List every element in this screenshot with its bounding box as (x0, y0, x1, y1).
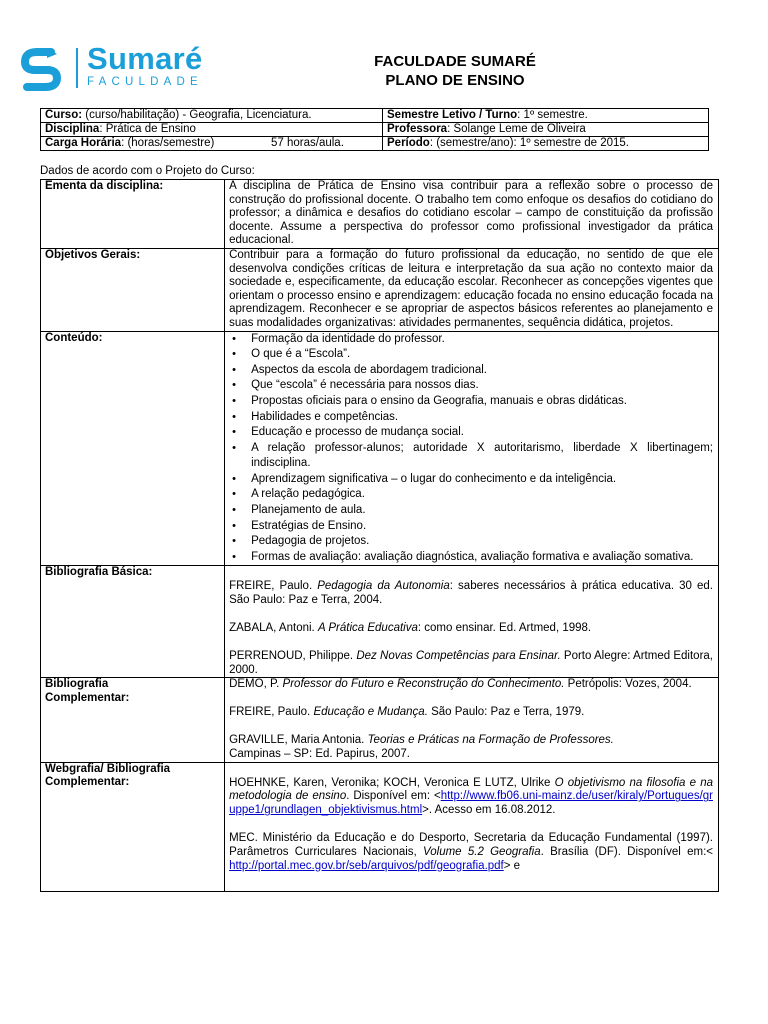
info-row (41, 123, 709, 137)
dados-note: Dados de acordo com o Projeto do Curso: (40, 165, 255, 177)
logo-divider (76, 48, 78, 88)
carga-horaria-cell: Carga Horária: (horas/semestre) 57 horas/aula. (41, 137, 383, 151)
curso-cell: Curso: (curso/habilitação) - Geografia, Licenciatura. (41, 109, 383, 123)
reference: FREIRE, Paulo. Pedagogia da Autonomia: saberes necessários à prática educativa. 30 ed. São Paulo: Paz e Terra, 2004. (229, 580, 713, 607)
objetivos-label: Objetivos Gerais: (41, 248, 225, 331)
disciplina-cell: Disciplina: Prática de Ensino (41, 123, 383, 137)
sumare-s-logo-icon (17, 44, 67, 94)
bibliografia-basica-cell (225, 566, 719, 678)
reference: HOEHNKE, Karen, Veronika; KOCH, Veronica E LUTZ, Ulrike O objetivismo na filosofia e na metodologia de ensino. Disponível em: <http://www.fb06.uni-mainz.de/user/kiraly/Portugues/gruppe1/grundlagen_objektivismus.html>. Acesso em 16.08.2012. (229, 776, 714, 817)
list-item: • Educação e processo de mudança social. (251, 425, 713, 441)
list-item: • Planejamento de aula. (251, 503, 713, 519)
bibliografia-complementar-label: Bibliografia Complementar: (41, 678, 225, 762)
sumare-logo (17, 41, 227, 94)
ementa-text: A disciplina de Prática de Ensino visa contribuir para a reflexão sobre o processo de construção do profissional docente. O trabalho tem como enfoque os desafios do cotidiano do professor; a dinâmica e desafios do cotidiano escolar – campo de constituição da profissão docente. Assume a perspectiva do professor como profissional investigador da prática educacional. (225, 180, 719, 249)
conteudo-label: Conteúdo: (41, 331, 225, 566)
professora-cell: Professora: Solange Leme de Oliveira (383, 123, 709, 137)
list-item: • A relação professor-alunos; autoridade X autoritarismo, liberdade X libertinagem; indisciplina. (251, 441, 713, 472)
reference: MEC. Ministério da Educação e do Desporto, Secretaria da Educação Fundamental (1997). Parâmetros Curriculares Nacionais, Volume 5.2 Geografia. Brasília (DF). Disponível em:< http://portal.mec.gov.br/seb/arquivos/pdf/geografia.pdf> e (229, 832, 714, 872)
webgrafia-cell (225, 762, 719, 891)
title-line-2: PLANO DE ENSINO (385, 72, 525, 89)
list-item: • Pedagogia de projetos. (251, 534, 713, 550)
bibliografia-basica-row (41, 566, 719, 678)
course-info-table (40, 108, 709, 151)
list-item: • Formação da identidade do professor. (251, 332, 713, 348)
ementa-row (41, 180, 719, 249)
info-row (41, 137, 709, 151)
document-title (330, 52, 580, 90)
reference-link[interactable]: http://www.fb06.uni-mainz.de/user/kiraly/Portugues/gruppe1/grundlagen_objektivismus.html (229, 790, 713, 817)
syllabus-table (40, 179, 719, 892)
reference: ZABALA, Antoni. A Prática Educativa: como ensinar. Ed. Artmed, 1998. (229, 622, 592, 635)
reference: FREIRE, Paulo. Educação e Mudança. São Paulo: Paz e Terra, 1979. (229, 706, 585, 719)
reference-link[interactable]: http://portal.mec.gov.br/seb/arquivos/pdf/geografia.pdf (229, 859, 504, 872)
periodo-cell: Período: (semestre/ano): 1º semestre de 2015. (383, 137, 709, 151)
list-item: • Habilidades e competências. (251, 410, 713, 426)
list-item: • Que “escola” é necessária para nossos dias. (251, 378, 713, 394)
reference: PERRENOUD, Philippe. Dez Novas Competências para Ensinar. Porto Alegre: Artmed Editora, 2000. (229, 649, 713, 676)
ementa-label: Ementa da disciplina: (41, 180, 225, 249)
list-item: • Propostas oficiais para o ensino da Geografia, manuais e obras didáticas. (251, 394, 713, 410)
webgrafia-row (41, 762, 719, 891)
list-item: • Estratégias de Ensino. (251, 519, 713, 535)
list-item: • O que é a “Escola”. (251, 347, 713, 363)
conteudo-cell (225, 331, 719, 566)
info-row (41, 109, 709, 123)
title-line-1: FACULDADE SUMARÉ (374, 53, 536, 70)
reference: GRAVILLE, Maria Antonia. Teorias e Práticas na Formação de Professores. Campinas – SP: Ed. Papirus, 2007. (229, 734, 614, 760)
list-item: • Aprendizagem significativa – o lugar do conhecimento e da inteligência. (251, 472, 713, 488)
logo-subtitle: FACULDADE (87, 76, 203, 88)
webgrafia-label: Webgrafia/ Bibliografia Complementar: (41, 762, 225, 891)
semestre-cell: Semestre Letivo / Turno: 1º semestre. (383, 109, 709, 123)
list-item: • Aspectos da escola de abordagem tradicional. (251, 363, 713, 379)
bibliografia-complementar-row (41, 678, 719, 762)
conteudo-list (229, 332, 713, 566)
logo-name: Sumaré (87, 41, 203, 76)
list-item: • A relação pedagógica. (251, 487, 713, 503)
bibliografia-basica-label: Bibliografia Básica: (41, 566, 225, 678)
conteudo-row (41, 331, 719, 566)
reference: DEMO, P. Professor do Futuro e Reconstrução do Conhecimento. Petrópolis: Vozes, 2004. (229, 678, 692, 691)
objetivos-text: Contribuir para a formação do futuro profissional da educação, no sentido de que ele desenvolva condições críticas de leitura e interpretação da sua ação no contexto maior da sociedade e, especificamente, da educação escolar. Reconhecer as concepções vigentes que orientam o processo ensino e aprendizagem: educação focada no ensino educação focada na aprendizagem. Reconhecer e se apropriar de aspectos básicos referentes ao planejamento e suas modalidades organizativas: atividades permanentes, sequência didática, projetos. (225, 248, 719, 331)
list-item: • Formas de avaliação: avaliação diagnóstica, avaliação formativa e avaliação somativa. (251, 550, 713, 566)
objetivos-row (41, 248, 719, 331)
bibliografia-complementar-cell (225, 678, 719, 762)
